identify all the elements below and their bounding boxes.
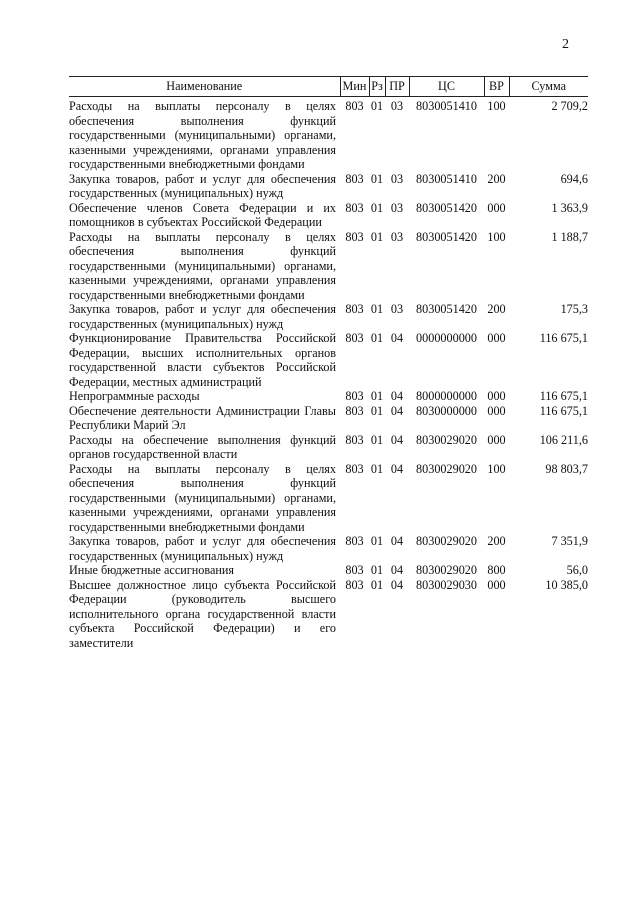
table-row (69, 578, 588, 651)
table-row (69, 462, 588, 535)
row-vr: 100 (487, 99, 506, 113)
row-pr: 04 (390, 331, 404, 345)
row-cs: 0000000000 (416, 331, 477, 345)
row-cs: 8030051420 (416, 302, 477, 316)
header-rz: Рз (369, 77, 385, 97)
header-pr: ПР (385, 77, 409, 97)
table-row (69, 433, 588, 462)
row-cs: 8030051420 (416, 229, 477, 244)
row-vr: 000 (487, 389, 506, 403)
row-min: 803 (345, 302, 364, 316)
row-rz: 01 (370, 577, 384, 592)
row-vr: 000 (487, 331, 506, 345)
row-name: Закупка товаров, работ и услуг для обеспечения государственных (муниципальных) нужд (69, 302, 336, 331)
row-rz: 01 (370, 99, 384, 113)
row-vr: 200 (487, 171, 506, 186)
row-cs: 8030051410 (416, 99, 477, 113)
row-pr: 04 (390, 534, 404, 548)
row-cs: 8030029020 (416, 432, 477, 447)
row-rz: 01 (370, 534, 384, 548)
row-cs: 8030051420 (416, 200, 477, 215)
table-row (69, 302, 588, 331)
row-rz: 01 (370, 563, 384, 577)
row-vr: 200 (487, 534, 506, 548)
row-rz: 01 (370, 432, 384, 447)
row-sum: 116 675,1 (539, 403, 588, 418)
row-sum: 116 675,1 (539, 389, 588, 403)
row-pr: 03 (390, 171, 404, 186)
row-pr: 03 (390, 229, 404, 244)
table-row (69, 534, 588, 563)
row-sum: 175,3 (560, 302, 588, 316)
page-number: 2 (562, 37, 569, 52)
row-min: 803 (345, 577, 364, 592)
row-vr: 000 (487, 577, 506, 592)
table-row (69, 563, 588, 578)
row-min: 803 (345, 403, 364, 418)
row-cs: 8030000000 (416, 403, 477, 418)
row-vr: 100 (487, 229, 506, 244)
table-body (69, 97, 588, 651)
header-cs: ЦС (409, 77, 484, 97)
row-min: 803 (345, 331, 364, 345)
row-min: 803 (345, 229, 364, 244)
row-name: Расходы на выплаты персоналу в целях обеспечения выполнения функций государственными (муниципальными) органами, казенными учреждениями, органами управления государственными внебюджетными фондами (69, 461, 336, 534)
table-row (69, 331, 588, 389)
row-vr: 100 (487, 461, 506, 476)
row-rz: 01 (370, 302, 384, 316)
row-rz: 01 (370, 331, 384, 345)
row-sum: 1 188,7 (551, 229, 588, 244)
row-sum: 7 351,9 (551, 534, 588, 548)
header-min: Мин (340, 77, 369, 97)
table-row (69, 230, 588, 303)
row-pr: 04 (390, 432, 404, 447)
row-vr: 800 (487, 563, 506, 577)
row-min: 803 (345, 534, 364, 548)
row-rz: 01 (370, 171, 384, 186)
row-name: Функционирование Правительства Российской Федерации, высших исполнительных органов государственной власти субъектов Российской Федерации, местных администраций (69, 331, 336, 389)
table-row (69, 97, 588, 172)
row-name: Обеспечение деятельности Администрации Главы Республики Марий Эл (69, 403, 336, 432)
row-name: Закупка товаров, работ и услуг для обеспечения государственных (муниципальных) нужд (69, 171, 336, 200)
row-min: 803 (345, 200, 364, 215)
row-sum: 1 363,9 (551, 200, 588, 215)
row-min: 803 (345, 99, 364, 113)
row-cs: 8030051410 (416, 171, 477, 186)
row-sum: 56,0 (566, 563, 588, 577)
row-pr: 04 (390, 577, 404, 592)
table-row (69, 389, 588, 404)
row-vr: 200 (487, 302, 506, 316)
row-pr: 04 (390, 563, 404, 577)
row-sum: 106 211,6 (539, 432, 588, 447)
row-min: 803 (345, 171, 364, 186)
row-pr: 03 (390, 302, 404, 316)
row-rz: 01 (370, 403, 384, 418)
row-vr: 000 (487, 432, 506, 447)
row-min: 803 (345, 389, 364, 403)
row-min: 803 (345, 563, 364, 577)
row-pr: 04 (390, 403, 404, 418)
table-row (69, 172, 588, 201)
row-name: Иные бюджетные ассигнования (69, 563, 235, 577)
row-name: Закупка товаров, работ и услуг для обеспечения государственных (муниципальных) нужд (69, 534, 336, 563)
row-rz: 01 (370, 389, 384, 403)
header-name: Наименование (69, 77, 340, 97)
row-rz: 01 (370, 200, 384, 215)
row-cs: 8030029020 (416, 461, 477, 476)
table-row (69, 201, 588, 230)
row-pr: 04 (390, 389, 404, 403)
row-name: Расходы на выплаты персоналу в целях обеспечения выполнения функций государственными (муниципальными) органами, казенными учреждениями, органами управления государственными внебюджетными фондами (69, 99, 336, 171)
row-name: Высшее должностное лицо субъекта Российской Федерации (руководитель высшего исполнительного органа государственной власти субъекта Российской Федерации) и его заместители (69, 577, 336, 650)
row-min: 803 (345, 432, 364, 447)
row-name: Расходы на обеспечение выполнения функций органов государственной власти (69, 432, 336, 461)
row-vr: 000 (487, 200, 506, 215)
row-cs: 8000000000 (416, 389, 477, 403)
table-header-row (69, 77, 588, 97)
row-pr: 03 (390, 99, 404, 113)
row-cs: 8030029020 (416, 563, 477, 577)
row-sum: 116 675,1 (539, 331, 588, 345)
row-cs: 8030029020 (416, 534, 477, 548)
row-sum: 694,6 (560, 171, 588, 186)
row-sum: 2 709,2 (551, 99, 588, 113)
row-min: 803 (345, 461, 364, 476)
row-sum: 98 803,7 (545, 461, 588, 476)
header-vr: ВР (484, 77, 509, 97)
row-cs: 8030029030 (416, 577, 477, 592)
row-name: Непрограммные расходы (69, 389, 200, 403)
row-sum: 10 385,0 (545, 577, 588, 592)
row-rz: 01 (370, 229, 384, 244)
row-name: Расходы на выплаты персоналу в целях обеспечения выполнения функций государственными (муниципальными) органами, казенными учреждениями, органами управления государственными внебюджетными фондами (69, 229, 336, 302)
row-rz: 01 (370, 461, 384, 476)
row-name: Обеспечение членов Совета Федерации и их помощников в субъектах Российской Федерации (69, 200, 336, 229)
budget-table (69, 76, 588, 650)
table-row (69, 404, 588, 433)
row-pr: 04 (390, 461, 404, 476)
row-vr: 000 (487, 403, 506, 418)
header-sum: Сумма (509, 77, 588, 97)
row-pr: 03 (390, 200, 404, 215)
